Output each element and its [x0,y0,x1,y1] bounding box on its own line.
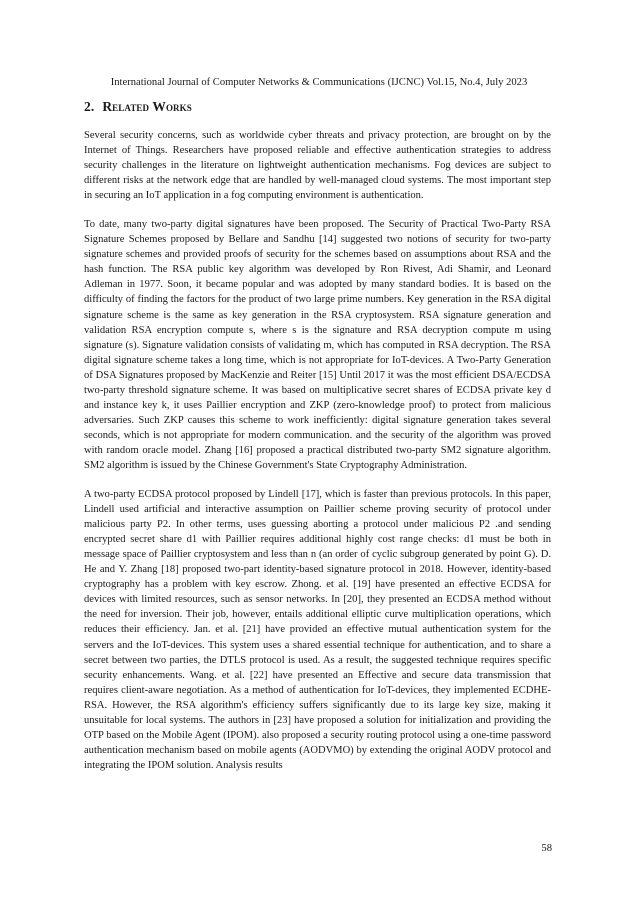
paragraph: To date, many two-party digital signatures have been proposed. The Security of Practical Two-Party RSA Signature Schemes proposed by Bellare and Sandhu [14] suggested two notions of security for two-party signature schemes and provided proofs of security for the schemes based on assumptions about RSA and the hash function. The RSA public key algorithm was developed by Ron Rivest, Adi Shamir, and Leonard Adleman in 1977. Soon, it became popular and was adopted by many standard bodies. It is based on the difficulty of finding the factors for the product of two large prime numbers. Key generation in the RSA digital signature scheme is the same as key generation in the RSA cryptosystem. RSA signature generation and validation RSA encryption compute s, where s is the signature and RSA decryption compute m using signature (s). Signature validation consists of validating m, which has computed in RSA decryption. The RSA digital signature scheme takes a long time, which is not appropriate for IoT-devices. A Two-Party Generation of DSA Signatures proposed by MacKenzie and Reiter [15] Until 2017 it was the most efficient DSA/ECDSA two-party threshold signature scheme. It was based on multiplicative secret shares of ECDSA private key d and instance key k, it uses Paillier encryption and ZKP (zero-knowledge proof) to protect from malicious adversaries. Such ZKP causes this scheme to work inefficiently: digital signature generation takes several seconds, which is not appropriate for modern communication. and the security of the algorithm was proved with random oracle model. Zhang [16] proposed a practical distributed two-party SM2 signature algorithm. SM2 algorithm is issued by the Chinese Government's State Cryptography Administration. [84,219,551,471]
paragraph: Several security concerns, such as worldwide cyber threats and privacy protection, are brought on by the Internet of Things. Researchers have proposed reliable and effective authentication strategies to address security challenges in the literature on lightweight authentication mechanisms. Fog devices are subject to different risks at the network edge that are handled by well-managed cloud systems. The most important step in securing an IoT application in a fog computing environment is authentication. [84,130,551,202]
section-heading [84,99,192,115]
paragraph: A two-party ECDSA protocol proposed by Lindell [17], which is faster than previous protocols. In this paper, Lindell used artificial and interactive assumption on Paillier scheme proving security of protocol under malicious party P2. In other terms, uses guessing aborting a protocol under malicious P2 .and sending encrypted secret share d1 with Paillier requires additional highly cost range checks: d1 must be both in message space of Paillier cryptosystem and less than n (an order of cyclic subgroup generated by point G). D. He and Y. Zhang [18] proposed two-part identity-based signature protocol in 2018. However, identity-based cryptography has a problem with key escrow. Zhong. et al. [19] have presented an effective ECDSA for devices with limited resources, such as sensor networks. In [20], they presented an ECDSA method without the need for inversion. Their job, however, entails additional elliptic curve multiplication operations, which reduces their efficiency. Jan. et al. [21] have provided an effective mutual authentication system for the servers and the IoT-devices. This system uses a shared essential technique for authentication, and to share a secret between two parties, the DTLS protocol is used. As a result, the suggested technique requires specific security enhancements. Wang. et al. [22] have presented an Effective and secure data transmission that requires client-aware negotiation. As a method of authentication for IoT-devices, they implemented ECDHE-RSA. However, the RSA algorithm's efficiency suffers significantly due to its large key size, making it unsuitable for local systems. The authors in [23] have proposed a solution for initialization and providing the OTP based on the Mobile Agent (IPOM). also proposed a security routing protocol using a one-time password authentication mechanism based on mobile agents (AODVMO) by extending the original AODV protocol and integrating the IPOM solution. Analysis results [84,489,551,771]
section-number: 2. [84,99,95,114]
section-title: Related Works [102,99,192,114]
running-header: International Journal of Computer Networks & Communications (IJCNC) Vol.15, No.4, July 2023 [110,77,528,88]
body-text [84,128,551,787]
page-number: 58 [541,843,552,854]
